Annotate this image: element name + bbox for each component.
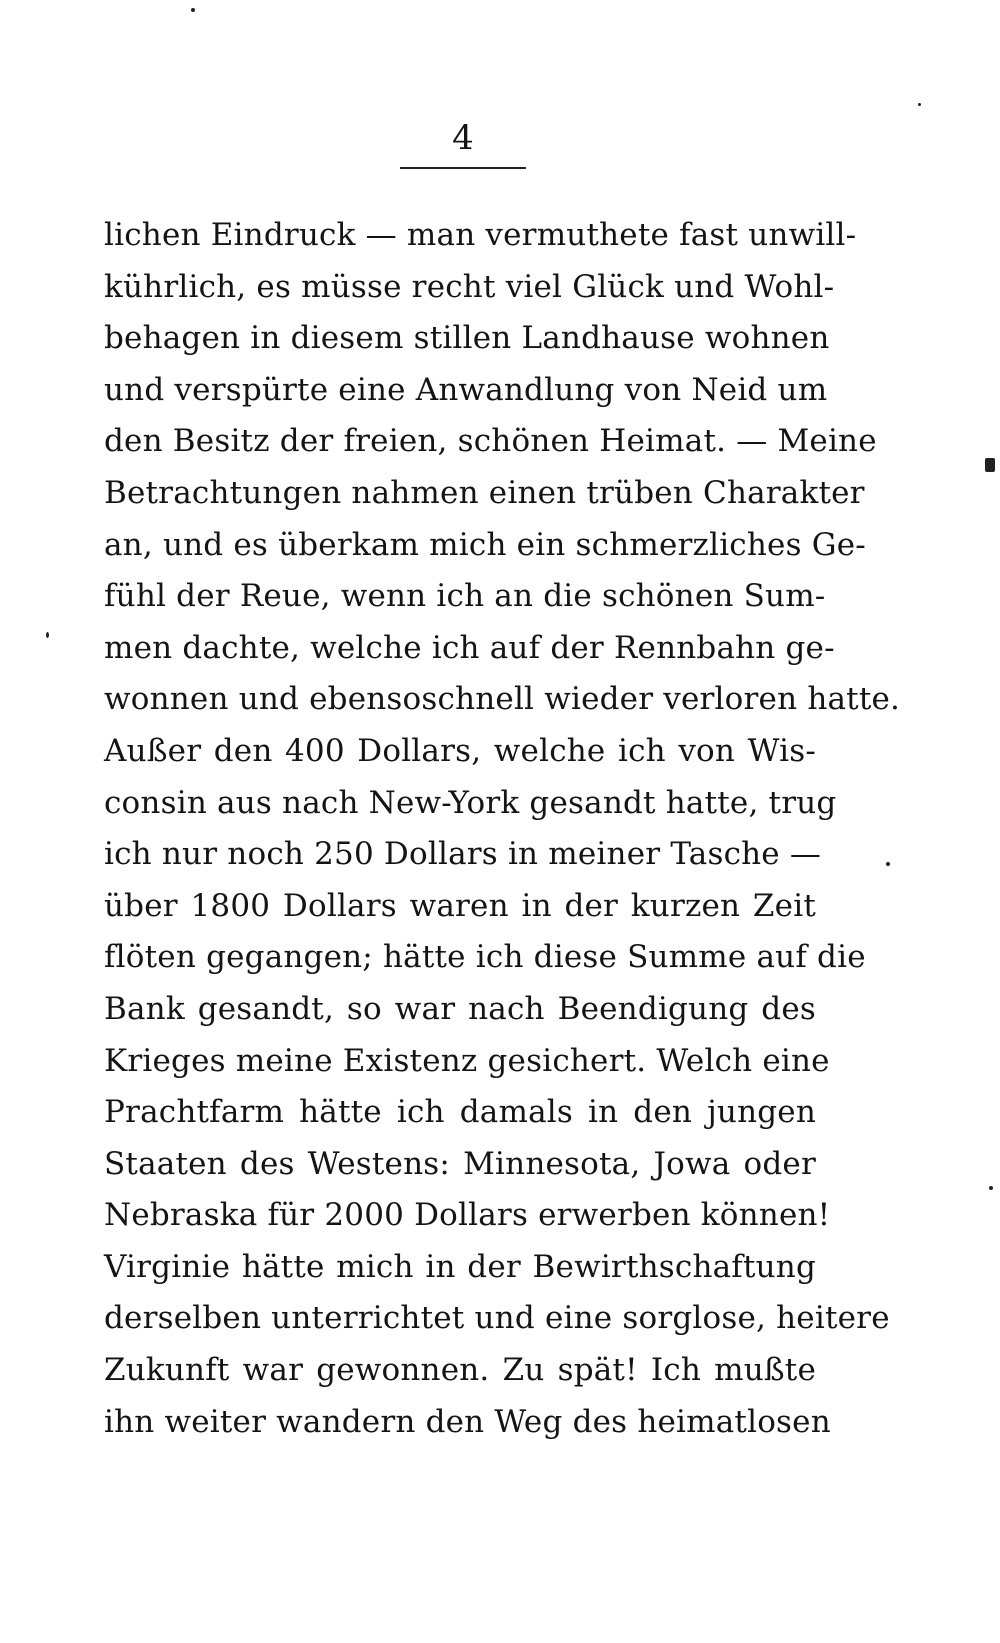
text-line: lichen Eindruck — man vermuthete fast unwill- [104, 217, 857, 253]
text-line: consin aus nach New-York gesandt hatte, trug [104, 784, 837, 821]
scan-speck [918, 103, 921, 106]
scan-speck [989, 1186, 993, 1190]
text-line: Krieges meine Existenz gesichert. Welch eine [104, 1042, 830, 1079]
text-line: kührlich, es müsse recht viel Glück und Wohl- [104, 268, 835, 305]
scan-speck [886, 862, 890, 866]
scan-speck [191, 8, 195, 12]
text-line: an, und es überkam mich ein schmerzliches Ge- [104, 526, 866, 563]
text-line: derselben unterrichtet und eine sorglose, heitere [104, 1300, 890, 1337]
text-line: über 1800 Dollars waren in der kurzen Zeit [104, 887, 816, 924]
text-line: Zukunft war gewonnen. Zu spät! Ich mußte [104, 1352, 816, 1389]
text-line: behagen in diesem stillen Landhause wohnen [104, 320, 830, 357]
scan-speck [46, 632, 49, 638]
text-line: Betrachtungen nahmen einen trüben Charakter [104, 474, 865, 511]
text-line: Bank gesandt, so war nach Beendigung des [104, 990, 816, 1027]
text-line: wonnen und ebensoschnell wieder verloren hatte. [104, 681, 901, 718]
text-line: fühl der Reue, wenn ich an die schönen Sum- [104, 578, 826, 615]
text-line: men dachte, welche ich auf der Rennbahn ge- [104, 629, 835, 666]
text-line: flöten gegangen; hätte ich diese Summe auf die [104, 939, 866, 976]
text-line: ihn weiter wandern den Weg des heimatlosen [104, 1403, 831, 1440]
text-line: Virginie hätte mich in der Bewirthschaftung [104, 1248, 816, 1285]
body-text [104, 210, 901, 1448]
text-line: Staaten des Westens: Minnesota, Jowa oder [104, 1145, 816, 1182]
text-line: Prachtfarm hätte ich damals in den jungen [104, 1094, 816, 1131]
scan-speck [985, 458, 995, 472]
header-rule [400, 167, 526, 169]
text-line: ich nur noch 250 Dollars in meiner Tasche — [104, 836, 822, 873]
text-line: Außer den 400 Dollars, welche ich von Wis- [104, 732, 816, 769]
text-line: den Besitz der freien, schönen Heimat. — Meine [104, 423, 877, 460]
text-line: Nebraska für 2000 Dollars erwerben können! [104, 1197, 831, 1234]
page-number: 4 [452, 118, 474, 158]
text-line: und verspürte eine Anwandlung von Neid um [104, 371, 828, 408]
